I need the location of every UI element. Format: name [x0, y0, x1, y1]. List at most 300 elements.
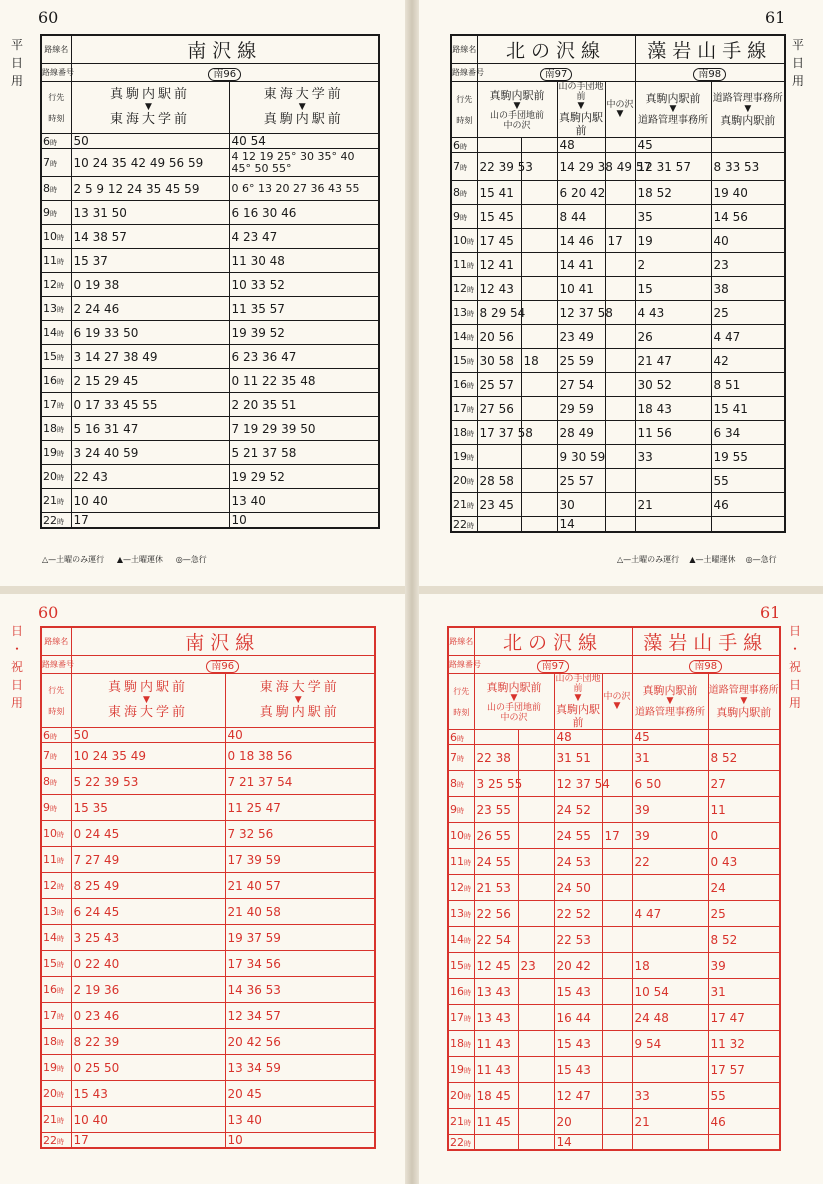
departure-minutes: 50: [71, 728, 225, 743]
table-row: [41, 393, 379, 417]
departure-minutes: 12 47: [554, 1083, 602, 1109]
destination-stop: 山の手団地前: [486, 702, 541, 713]
departure-minutes: 20 42 56: [225, 1029, 375, 1055]
hour-cell: 14時: [41, 321, 71, 345]
departure-minutes: [632, 875, 708, 901]
page-number: 61: [760, 603, 781, 622]
page-number: 61: [765, 8, 786, 27]
departure-minutes: 27 56: [477, 397, 521, 421]
departure-minutes: 2 24 46: [71, 297, 229, 321]
side-char: 平: [791, 38, 804, 52]
table-row: [41, 489, 379, 513]
side-char: 用: [791, 74, 804, 88]
hour-cell: 10時: [41, 225, 71, 249]
side-char: 平: [10, 38, 23, 52]
label-route-name: 路線名: [41, 627, 71, 656]
departure-minutes: [602, 875, 632, 901]
departure-minutes: 20 42: [554, 953, 602, 979]
departure-minutes: [518, 1005, 554, 1031]
table-row: [41, 769, 375, 795]
hour-cell: 8時: [448, 771, 474, 797]
departure-minutes: 50: [71, 134, 229, 149]
departure-minutes: 9 30 59: [557, 445, 605, 469]
departure-minutes: 12 31 57: [635, 153, 711, 181]
departure-minutes: [521, 373, 557, 397]
table-row: [41, 417, 379, 441]
table-row: [41, 321, 379, 345]
origin-stop: 中の沢: [603, 692, 631, 702]
departure-minutes: [521, 229, 557, 253]
route-code: 南96: [71, 64, 379, 82]
table-row: [448, 730, 780, 745]
table-row: [41, 441, 379, 465]
departure-minutes: 6 20 42: [557, 181, 605, 205]
departure-minutes: 17: [602, 823, 632, 849]
departure-minutes: [605, 373, 635, 397]
label-destination-time: 行先 時刻: [448, 674, 474, 730]
departure-minutes: 8 25 49: [71, 873, 225, 899]
direction-cell: [557, 82, 605, 138]
departure-minutes: 18 43: [635, 397, 711, 421]
hour-cell: 10時: [451, 229, 477, 253]
table-row: [451, 469, 785, 493]
destination-stop: 山の手団地前: [489, 110, 544, 121]
departure-minutes: 19: [635, 229, 711, 253]
departure-minutes: [602, 1005, 632, 1031]
departure-minutes: 11 43: [474, 1057, 518, 1083]
hour-cell: 17時: [41, 393, 71, 417]
departure-minutes: [602, 849, 632, 875]
departure-minutes: 10: [229, 513, 379, 529]
departure-minutes: 10 54: [632, 979, 708, 1005]
hour-cell: 19時: [448, 1057, 474, 1083]
departure-minutes: 6 23 36 47: [229, 345, 379, 369]
departure-minutes: 3 24 40 59: [71, 441, 229, 465]
table-row: [448, 1083, 780, 1109]
hour-cell: 22時: [41, 1133, 71, 1149]
departure-minutes: 21 40 57: [225, 873, 375, 899]
departure-minutes: [518, 823, 554, 849]
label-destination-time: 行先 時刻: [41, 674, 71, 728]
destination-stop: 道路管理事務所: [635, 707, 706, 718]
table-row: [41, 1107, 375, 1133]
side-char: 用: [788, 696, 801, 710]
hour-cell: 15時: [41, 951, 71, 977]
arrow-down-icon: ▼: [666, 696, 674, 706]
route-title: 北の沢線: [477, 35, 635, 64]
destination-stop: 道路管理事務所: [638, 115, 709, 126]
departure-minutes: 11 43: [474, 1031, 518, 1057]
hour-cell: 22時: [451, 517, 477, 533]
arrow-down-icon: ▼: [513, 100, 521, 111]
departure-minutes: [605, 253, 635, 277]
departure-minutes: [521, 469, 557, 493]
direction-cell: [474, 674, 554, 730]
departure-minutes: 24: [708, 875, 780, 901]
departure-minutes: 14 46: [557, 229, 605, 253]
hour-cell: 8時: [451, 181, 477, 205]
weekday-kitanosawa-moiwa-table: [450, 34, 786, 533]
hour-cell: 16時: [41, 369, 71, 393]
departure-minutes: [477, 445, 521, 469]
hour-cell: 14時: [41, 925, 71, 951]
departure-minutes: 3 25 55: [474, 771, 518, 797]
departure-minutes: [518, 875, 554, 901]
hour-cell: 10時: [41, 821, 71, 847]
departure-minutes: [635, 517, 711, 533]
table-row: [451, 181, 785, 205]
label-route-number: 路線番号: [451, 64, 477, 82]
departure-minutes: [521, 493, 557, 517]
hour-cell: 6時: [41, 134, 71, 149]
departure-minutes: 15 37: [71, 249, 229, 273]
departure-minutes: [708, 730, 780, 745]
direction-cell: [225, 674, 375, 728]
page-number: 60: [38, 8, 59, 27]
hour-cell: 15時: [451, 349, 477, 373]
departure-minutes: [711, 517, 785, 533]
departure-minutes: [602, 797, 632, 823]
side-char: 祝: [788, 660, 801, 674]
departure-minutes: [605, 469, 635, 493]
departure-minutes: 11 35 57: [229, 297, 379, 321]
departure-minutes: 10 41: [557, 277, 605, 301]
hour-cell: 9時: [448, 797, 474, 823]
table-row: [451, 229, 785, 253]
departure-minutes: 26 55: [474, 823, 518, 849]
departure-minutes: 40: [711, 229, 785, 253]
departure-minutes: 24 53: [554, 849, 602, 875]
table-row: [41, 1055, 375, 1081]
departure-minutes: 10 24 35 49: [71, 743, 225, 769]
departure-minutes: [602, 953, 632, 979]
departure-minutes: 23 55: [474, 797, 518, 823]
departure-minutes: 17: [71, 1133, 225, 1149]
direction-cell: [554, 674, 602, 730]
departure-minutes: [602, 1057, 632, 1083]
departure-minutes: 0 18 38 56: [225, 743, 375, 769]
label-route-name: 路線名: [41, 35, 71, 64]
direction-cell: [708, 674, 780, 730]
origin-stop: 山の手団地前: [555, 674, 601, 694]
arrow-down-icon: ▼: [145, 102, 155, 112]
departure-minutes: 7 19 29 39 50: [229, 417, 379, 441]
departure-minutes: 17 57: [708, 1057, 780, 1083]
table-row: [41, 795, 375, 821]
departure-minutes: 27 54: [557, 373, 605, 397]
table-row: [451, 493, 785, 517]
departure-minutes: [521, 445, 557, 469]
route-title: 北の沢線: [474, 627, 632, 656]
departure-minutes: 27: [708, 771, 780, 797]
hour-cell: 21時: [448, 1109, 474, 1135]
departure-minutes: 55: [708, 1083, 780, 1109]
table-row: [41, 873, 375, 899]
hour-cell: 6時: [448, 730, 474, 745]
departure-minutes: 17 39 59: [225, 847, 375, 873]
departure-minutes: 15 43: [554, 979, 602, 1005]
departure-minutes: [602, 979, 632, 1005]
hour-cell: 18時: [451, 421, 477, 445]
departure-minutes: 21 47: [635, 349, 711, 373]
table-row: [41, 821, 375, 847]
hour-cell: 20時: [41, 465, 71, 489]
departure-minutes: [521, 397, 557, 421]
hour-cell: 12時: [41, 873, 71, 899]
departure-minutes: 0: [708, 823, 780, 849]
departure-minutes: 2 19 36: [71, 977, 225, 1003]
destination-stop: 中の沢: [503, 120, 531, 131]
departure-minutes: [477, 517, 521, 533]
holiday-side-label: [788, 622, 802, 712]
hour-cell: 19時: [41, 441, 71, 465]
departure-minutes: 46: [708, 1109, 780, 1135]
departure-minutes: [518, 1109, 554, 1135]
table-row: [451, 253, 785, 277]
departure-minutes: [635, 469, 711, 493]
side-char: ・: [788, 642, 801, 656]
direction-cell: [602, 674, 632, 730]
departure-minutes: [605, 421, 635, 445]
departure-minutes: 0 23 46: [71, 1003, 225, 1029]
departure-minutes: 4 47: [632, 901, 708, 927]
route-code: 南98: [635, 64, 785, 82]
departure-minutes: 20 56: [477, 325, 521, 349]
table-row: [41, 273, 379, 297]
arrow-down-icon: ▼: [298, 102, 309, 112]
departure-minutes: 14 56: [711, 205, 785, 229]
departure-minutes: 39: [708, 953, 780, 979]
timetable-body: [41, 728, 375, 1149]
departure-minutes: 0 11 22 35 48: [229, 369, 379, 393]
destination-stop: 東海大学前: [109, 112, 190, 127]
route-code: 南97: [477, 64, 635, 82]
departure-minutes: [605, 397, 635, 421]
destination-stop: 真駒内駅前: [263, 112, 344, 127]
side-char: 用: [10, 74, 23, 88]
departure-minutes: [521, 138, 557, 153]
departure-minutes: [518, 745, 554, 771]
departure-minutes: 14: [554, 1135, 602, 1151]
departure-minutes: 6 34: [711, 421, 785, 445]
hour-cell: 14時: [448, 927, 474, 953]
departure-minutes: [521, 301, 557, 325]
direction-cell: [71, 82, 229, 134]
departure-minutes: 17 47: [708, 1005, 780, 1031]
departure-minutes: 3 14 27 38 49: [71, 345, 229, 369]
departure-minutes: 12 34 57: [225, 1003, 375, 1029]
table-row: [448, 1031, 780, 1057]
hour-cell: 21時: [41, 1107, 71, 1133]
hour-cell: 13時: [451, 301, 477, 325]
route-title: 藻岩山手線: [632, 627, 780, 656]
departure-minutes: 24 55: [554, 823, 602, 849]
hour-cell: 20時: [41, 1081, 71, 1107]
departure-minutes: 25 57: [557, 469, 605, 493]
table-row: [41, 177, 379, 201]
table-row: [451, 421, 785, 445]
table-row: [451, 373, 785, 397]
departure-minutes: [602, 1109, 632, 1135]
departure-minutes: [518, 901, 554, 927]
side-char: 日: [10, 624, 23, 638]
departure-minutes: 25 59: [557, 349, 605, 373]
origin-stop: 東海大学前: [263, 87, 344, 102]
departure-minutes: 7 21 37 54: [225, 769, 375, 795]
table-row: [451, 517, 785, 533]
departure-minutes: 15: [635, 277, 711, 301]
departure-minutes: 22 54: [474, 927, 518, 953]
departure-minutes: 28 49: [557, 421, 605, 445]
departure-minutes: 23 45: [477, 493, 521, 517]
departure-minutes: 14 41: [557, 253, 605, 277]
arrow-down-icon: ▼: [143, 695, 153, 705]
weekday-nanzawa-table: [40, 34, 380, 529]
origin-stop: 中の沢: [606, 100, 634, 110]
legend: △—土曜のみ運行 ▲—土曜運休 ◎—急行: [42, 555, 207, 564]
departure-minutes: [605, 205, 635, 229]
hour-cell: 8時: [41, 769, 71, 795]
table-row: [448, 745, 780, 771]
departure-minutes: [605, 277, 635, 301]
hour-cell: 17時: [451, 397, 477, 421]
route-code: 南98: [632, 656, 780, 674]
hour-cell: 11時: [448, 849, 474, 875]
departure-minutes: 13 40: [229, 489, 379, 513]
departure-minutes: 20 45: [225, 1081, 375, 1107]
departure-minutes: 22 56: [474, 901, 518, 927]
departure-minutes: [474, 1135, 518, 1151]
departure-minutes: 17 37 58: [477, 421, 521, 445]
departure-minutes: 22: [632, 849, 708, 875]
holiday-kitanosawa-moiwa-table: [447, 626, 781, 1151]
departure-minutes: [518, 797, 554, 823]
departure-minutes: [521, 325, 557, 349]
departure-minutes: [521, 181, 557, 205]
departure-minutes: 19 55: [711, 445, 785, 469]
hour-cell: 7時: [41, 149, 71, 177]
table-row: [41, 1081, 375, 1107]
departure-minutes: 29 59: [557, 397, 605, 421]
table-row: [448, 1109, 780, 1135]
destination-stop: 真駒内駅前: [720, 114, 776, 127]
legend: △—土曜のみ運行 ▲—土曜運休 ◎—急行: [617, 555, 777, 564]
departure-minutes: 12 37 54: [554, 771, 602, 797]
departure-minutes: [521, 205, 557, 229]
departure-minutes: 31: [632, 745, 708, 771]
departure-minutes: 19 40: [711, 181, 785, 205]
departure-minutes: 6 16 30 46: [229, 201, 379, 225]
departure-minutes: [602, 730, 632, 745]
hour-cell: 8時: [41, 177, 71, 201]
departure-minutes: 7 32 56: [225, 821, 375, 847]
departure-minutes: 0 6° 13 20 27 36 43 55: [229, 177, 379, 201]
origin-stop: 東海大学前: [259, 680, 340, 695]
departure-minutes: 30 58: [477, 349, 521, 373]
departure-minutes: 20: [554, 1109, 602, 1135]
table-row: [41, 899, 375, 925]
departure-minutes: [632, 927, 708, 953]
hour-cell: 16時: [41, 977, 71, 1003]
table-row: [41, 951, 375, 977]
departure-minutes: 22 39 53: [477, 153, 521, 181]
departure-minutes: [521, 517, 557, 533]
side-char: 日: [10, 678, 23, 692]
side-char: 日: [788, 678, 801, 692]
departure-minutes: 25 57: [477, 373, 521, 397]
hour-cell: 13時: [448, 901, 474, 927]
departure-minutes: 4 43: [635, 301, 711, 325]
hour-cell: 18時: [448, 1031, 474, 1057]
hour-cell: 20時: [451, 469, 477, 493]
label-route-name: 路線名: [448, 627, 474, 656]
departure-minutes: 23: [711, 253, 785, 277]
departure-minutes: 21 40 58: [225, 899, 375, 925]
arrow-down-icon: ▼: [613, 701, 621, 711]
hour-cell: 18時: [41, 417, 71, 441]
departure-minutes: 45: [632, 730, 708, 745]
departure-minutes: 12 43: [477, 277, 521, 301]
table-row: [448, 849, 780, 875]
hour-cell: 14時: [451, 325, 477, 349]
departure-minutes: 15 41: [711, 397, 785, 421]
origin-stop: 真駒内駅前: [107, 680, 188, 695]
hour-cell: 6時: [451, 138, 477, 153]
side-char: ・: [10, 642, 23, 656]
departure-minutes: 17: [605, 229, 635, 253]
departure-minutes: 23: [518, 953, 554, 979]
departure-minutes: 24 50: [554, 875, 602, 901]
departure-minutes: [605, 349, 635, 373]
departure-minutes: [518, 849, 554, 875]
route-title: 南沢線: [71, 627, 375, 656]
departure-minutes: [602, 927, 632, 953]
departure-minutes: 31 51: [554, 745, 602, 771]
hour-cell: 20時: [448, 1083, 474, 1109]
destination-stop: 真駒内駅前: [259, 705, 340, 720]
departure-minutes: 12 37 58: [557, 301, 605, 325]
departure-minutes: 13 31 50: [71, 201, 229, 225]
hour-cell: 21時: [41, 489, 71, 513]
origin-stop: 真駒内駅前: [109, 87, 190, 102]
departure-minutes: 14 29 38 49 57: [557, 153, 605, 181]
departure-minutes: [518, 1057, 554, 1083]
route-title: 藻岩山手線: [635, 35, 785, 64]
hour-cell: 15時: [41, 345, 71, 369]
direction-cell: [477, 82, 557, 138]
table-row: [451, 205, 785, 229]
table-row: [41, 728, 375, 743]
table-row: [41, 465, 379, 489]
departure-minutes: 22 52: [554, 901, 602, 927]
table-row: [448, 797, 780, 823]
hour-cell: 15時: [448, 953, 474, 979]
hour-cell: 16時: [448, 979, 474, 1005]
departure-minutes: [602, 1083, 632, 1109]
departure-minutes: 13 34 59: [225, 1055, 375, 1081]
hour-cell: 9時: [41, 201, 71, 225]
holiday-side-label: [10, 622, 24, 712]
table-row: [41, 847, 375, 873]
departure-minutes: 6 24 45: [71, 899, 225, 925]
table-row: [41, 369, 379, 393]
departure-minutes: [605, 517, 635, 533]
holiday-nanzawa-table: [40, 626, 376, 1149]
table-row: [448, 823, 780, 849]
hour-cell: 7時: [41, 743, 71, 769]
departure-minutes: 8 33 53: [711, 153, 785, 181]
departure-minutes: [521, 277, 557, 301]
